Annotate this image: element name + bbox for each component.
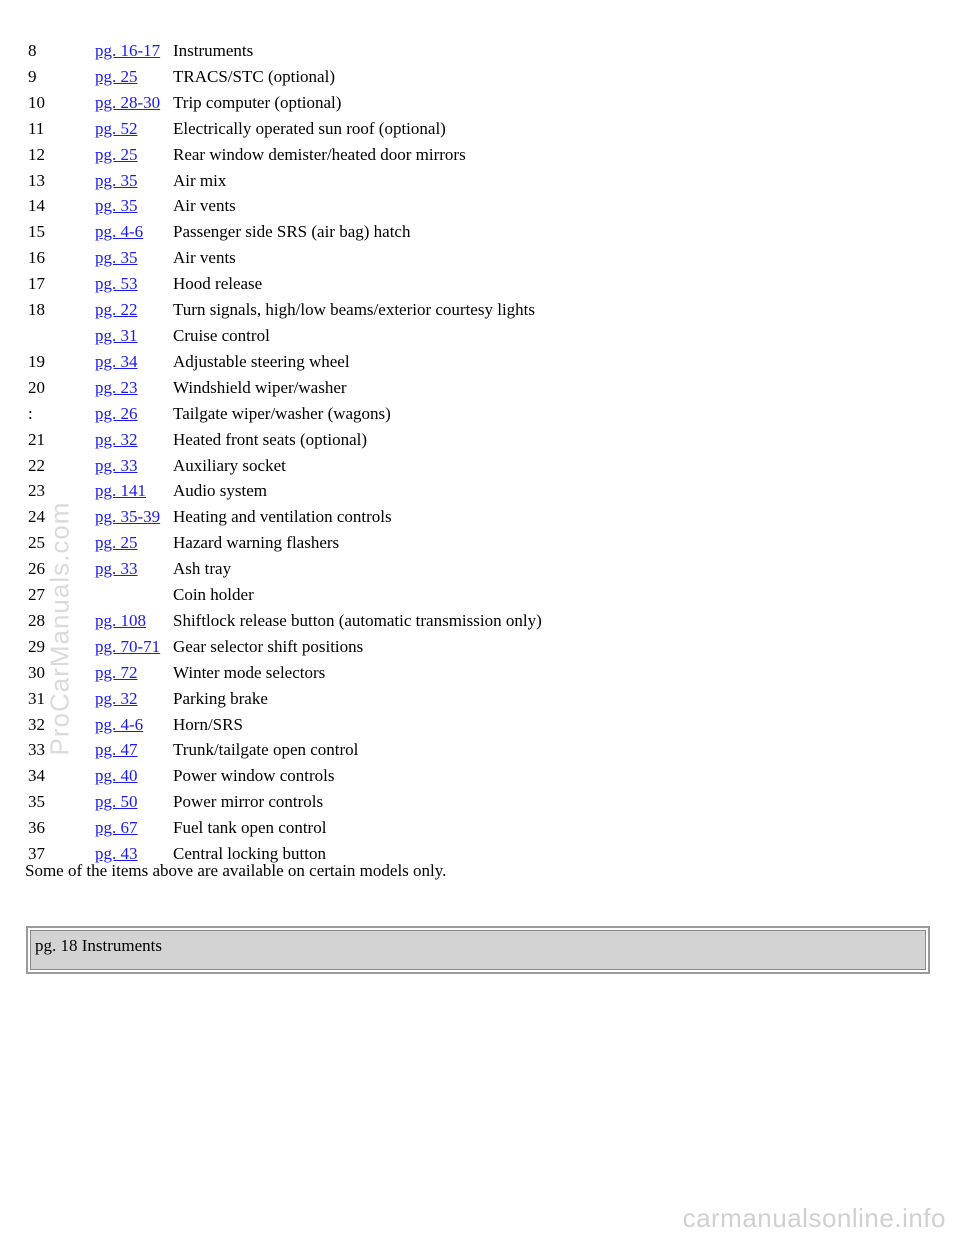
page-ref-cell: [95, 375, 173, 401]
table-row: [28, 686, 542, 712]
page-reference-link[interactable]: pg. 22: [95, 300, 138, 320]
item-description: TRACS/STC (optional): [173, 66, 335, 86]
page-reference-link[interactable]: pg. 47: [95, 740, 138, 760]
page-reference-link[interactable]: pg. 28-30: [95, 92, 161, 112]
table-row: [28, 504, 542, 530]
item-description: Passenger side SRS (air bag) hatch: [173, 222, 411, 242]
item-description: Audio system: [173, 481, 267, 501]
page-ref-cell: [95, 401, 173, 427]
page-reference-link[interactable]: pg. 26: [95, 403, 138, 423]
item-description: Air vents: [173, 248, 236, 268]
side-watermark: ProCarManuals.com: [44, 501, 75, 756]
table-row: [28, 530, 542, 556]
item-description: Rear window demister/heated door mirrors: [173, 144, 466, 164]
page-ref-cell: [95, 582, 173, 608]
table-row: [28, 582, 542, 608]
page-ref-cell: [95, 608, 173, 634]
item-number: 22: [28, 455, 45, 475]
item-description: Winter mode selectors: [173, 662, 326, 682]
item-description: Instruments: [173, 41, 254, 60]
item-number: 12: [28, 144, 45, 164]
item-number: 30: [28, 662, 45, 682]
page-reference-link[interactable]: pg. 141: [95, 481, 146, 501]
item-number: :: [28, 403, 33, 423]
table-row: [28, 453, 542, 479]
page-reference-link[interactable]: pg. 35: [95, 170, 138, 190]
table-row: [28, 142, 542, 168]
page-reference-link[interactable]: pg. 16-17: [95, 41, 161, 60]
item-description: Electrically operated sun roof (optional): [173, 118, 446, 138]
page-ref-cell: [95, 815, 173, 841]
table-row: [28, 712, 542, 738]
item-description: Ash tray: [173, 559, 232, 579]
page-reference-link[interactable]: pg. 67: [95, 818, 138, 838]
page-reference-link[interactable]: pg. 32: [95, 688, 138, 708]
table-row: [28, 427, 542, 453]
bottom-watermark: carmanualsonline.info: [682, 1203, 946, 1233]
page-ref-cell: [95, 427, 173, 453]
table-row: [28, 737, 542, 763]
table-row: [28, 789, 542, 815]
item-number: 18: [28, 300, 45, 320]
page-reference-link[interactable]: pg. 34: [95, 351, 138, 371]
item-number: 25: [28, 533, 45, 553]
item-description: Central locking button: [173, 844, 326, 864]
item-number: 21: [28, 429, 45, 449]
page-reference-link[interactable]: pg. 25: [95, 66, 138, 86]
page-reference-link[interactable]: pg. 31: [95, 325, 138, 345]
controls-reference-table: [28, 38, 542, 867]
page-reference-link[interactable]: pg. 33: [95, 559, 138, 579]
item-number: 13: [28, 170, 45, 190]
item-number: 17: [28, 274, 45, 294]
item-number: 19: [28, 351, 45, 371]
page-ref-cell: [95, 530, 173, 556]
page-ref-cell: [95, 453, 173, 479]
page-reference-link[interactable]: pg. 32: [95, 429, 138, 449]
item-number: 34: [28, 766, 45, 786]
page-ref-cell: [95, 142, 173, 168]
page-ref-cell: [95, 245, 173, 271]
item-description: Cruise control: [173, 325, 270, 345]
item-number: 32: [28, 714, 45, 734]
page-reference-link[interactable]: pg. 33: [95, 455, 138, 475]
page-reference-link[interactable]: pg. 108: [95, 610, 146, 630]
table-row: [28, 64, 542, 90]
table-row: [28, 245, 542, 271]
item-number: 24: [28, 507, 45, 527]
item-description: Power window controls: [173, 766, 335, 786]
page-reference-link[interactable]: pg. 35-39: [95, 507, 161, 527]
page-ref-cell: [95, 219, 173, 245]
item-number: 28: [28, 610, 45, 630]
page-reference-link[interactable]: pg. 35: [95, 248, 138, 268]
item-description: Trip computer (optional): [173, 92, 342, 112]
page-ref-cell: [95, 349, 173, 375]
page-reference-link[interactable]: pg. 4-6: [95, 714, 144, 734]
table-row: [28, 168, 542, 194]
item-number: 37: [28, 844, 45, 864]
page-reference-link[interactable]: pg. 25: [95, 144, 138, 164]
item-number: 11: [28, 118, 45, 138]
page-ref-cell: [95, 737, 173, 763]
table-row: [28, 478, 542, 504]
item-description: Fuel tank open control: [173, 818, 327, 838]
page-reference-link[interactable]: pg. 35: [95, 196, 138, 216]
item-description: Gear selector shift positions: [173, 636, 364, 656]
page-ref-cell: [95, 504, 173, 530]
page-reference-link[interactable]: pg. 4-6: [95, 222, 144, 242]
section-header-bar: [26, 926, 930, 974]
table-row: [28, 219, 542, 245]
page-reference-link[interactable]: pg. 23: [95, 377, 138, 397]
item-number: 15: [28, 222, 45, 242]
page-ref-cell: [95, 193, 173, 219]
page-reference-link[interactable]: pg. 40: [95, 766, 138, 786]
item-number: 27: [28, 585, 45, 605]
item-description: Heating and ventilation controls: [173, 507, 392, 527]
page-reference-link[interactable]: pg. 52: [95, 118, 138, 138]
item-number: 23: [28, 481, 45, 501]
item-description: Coin holder: [173, 585, 254, 605]
item-number: 9: [28, 66, 37, 86]
availability-footnote: Some of the items above are available on certain models only.: [25, 861, 447, 880]
item-description: Adjustable steering wheel: [173, 351, 350, 371]
page-reference-link[interactable]: pg. 43: [95, 844, 138, 864]
table-row: [28, 556, 542, 582]
page-ref-cell: [95, 64, 173, 90]
page-reference-link[interactable]: pg. 25: [95, 533, 138, 553]
page-ref-cell: [95, 789, 173, 815]
page-ref-cell: [95, 660, 173, 686]
item-number: 26: [28, 559, 45, 579]
item-number: 20: [28, 377, 45, 397]
page-ref-cell: [95, 323, 173, 349]
table-row: [28, 608, 542, 634]
table-row: [28, 375, 542, 401]
item-description: Trunk/tailgate open control: [173, 740, 359, 760]
item-number: 31: [28, 688, 45, 708]
table-row: [28, 349, 542, 375]
item-description: Windshield wiper/washer: [173, 377, 347, 397]
page-reference-link[interactable]: pg. 70-71: [95, 636, 161, 656]
table-row: [28, 660, 542, 686]
table-row: [28, 116, 542, 142]
item-description: Air mix: [173, 170, 227, 190]
item-description: Shiftlock release button (automatic transmission only): [173, 610, 542, 630]
table-row: [28, 193, 542, 219]
page-ref-cell: [95, 478, 173, 504]
table-row: [28, 763, 542, 789]
item-description: Hood release: [173, 274, 263, 294]
item-description: Hazard warning flashers: [173, 533, 340, 553]
table-row: [28, 297, 542, 323]
page-ref-cell: [95, 712, 173, 738]
item-description: Parking brake: [173, 688, 268, 708]
item-description: Turn signals, high/low beams/exterior courtesy lights: [173, 300, 536, 320]
table-row: [28, 323, 542, 349]
table-row: [28, 401, 542, 427]
table-row: [28, 634, 542, 660]
page-reference-link[interactable]: pg. 53: [95, 274, 138, 294]
page-ref-cell: [95, 38, 173, 64]
item-number: 8: [28, 41, 37, 60]
item-number: 35: [28, 792, 45, 812]
item-number: 14: [28, 196, 45, 216]
item-description: Tailgate wiper/washer (wagons): [173, 403, 391, 423]
page-ref-cell: [95, 686, 173, 712]
item-number: 10: [28, 92, 45, 112]
table-row: [28, 815, 542, 841]
item-description: Heated front seats (optional): [173, 429, 368, 449]
page-ref-cell: [95, 271, 173, 297]
page-ref-cell: [95, 763, 173, 789]
table-row: [28, 90, 542, 116]
controls-reference-table-body: [28, 38, 542, 867]
item-number: [28, 323, 95, 349]
item-number: 16: [28, 248, 45, 268]
item-description: Horn/SRS: [173, 714, 243, 734]
page-ref-cell: [95, 116, 173, 142]
table-row: [28, 271, 542, 297]
page-reference-link[interactable]: pg. 72: [95, 662, 138, 682]
page-ref-cell: [95, 168, 173, 194]
item-number: 29: [28, 636, 45, 656]
table-row: [28, 38, 542, 64]
page-ref-cell: [95, 556, 173, 582]
page-ref-cell: [95, 297, 173, 323]
item-description: Air vents: [173, 196, 236, 216]
item-description: Power mirror controls: [173, 792, 324, 812]
page-ref-cell: [95, 90, 173, 116]
item-number: 36: [28, 818, 45, 838]
page-reference-link[interactable]: pg. 50: [95, 792, 138, 812]
item-description: Auxiliary socket: [173, 455, 286, 475]
item-number: 33: [28, 740, 45, 760]
page-ref-cell: [95, 634, 173, 660]
section-header-title: pg. 18 Instruments: [30, 930, 926, 970]
